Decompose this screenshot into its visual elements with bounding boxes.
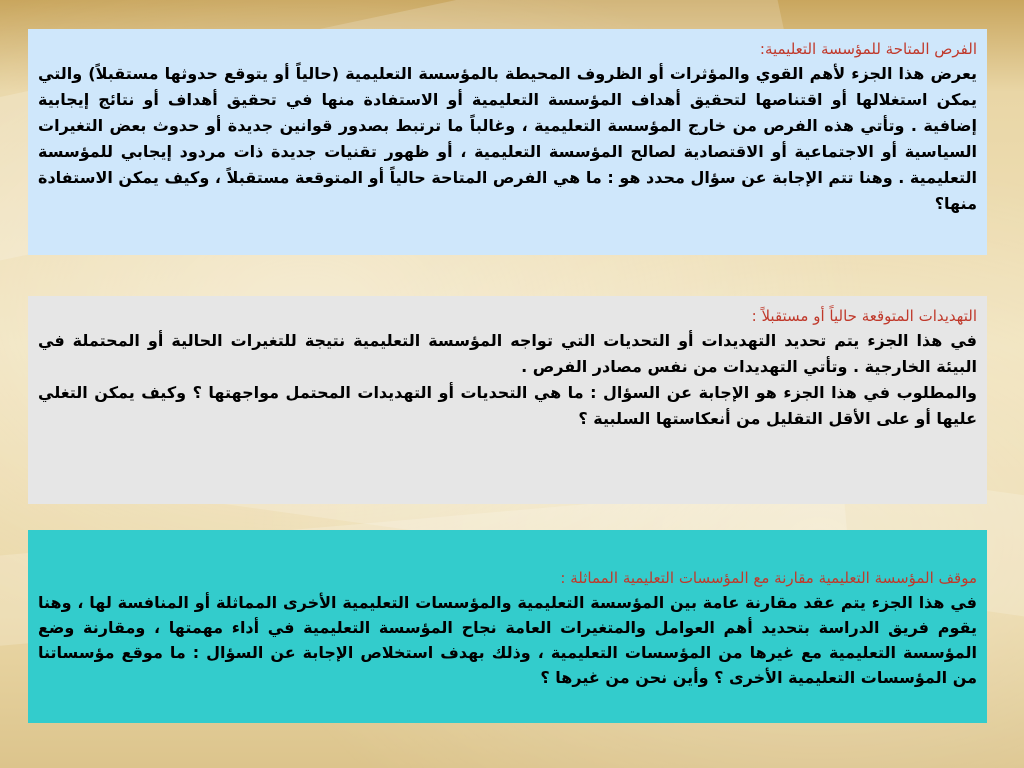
comparison-body: في هذا الجزء يتم عقد مقارنة عامة بين المؤسسة التعليمية والمؤسسات التعليمية الأخرى المماثلة أو المنافسة لها ، وهنا يقوم فريق الدراسة بتحديد أهم العوامل والمتغيرات العامة نجاح المؤسسة التعليمية في أداء مهمتها ، ومقارنة وضع المؤسسة التعليمية مع غيرها من المؤسسات التعليمية ، وذلك بهدف استخلاص الإجابة عن السؤال : ما موقع مؤسساتنا من المؤسسات التعليمية الأخرى ؟ وأين نحن من غيرها ؟ xyxy=(38,593,977,687)
opportunities-body: يعرض هذا الجزء لأهم القوي والمؤثرات أو الظروف المحيطة بالمؤسسة التعليمية (حالياً أو يتوقع حدوثها مستقبلاً) والتي يمكن استغلالها أو اقتناصها لتحقيق أهداف المؤسسة التعليمية أو الاستفادة منها في تحقيق أهداف أو نتائج إيجابية إضافية . وتأتي هذه الفرص من خارج المؤسسة التعليمية ، وغالباً ما ترتبط بصدور قوانين جديدة أو حدوث بعض التغيرات السياسية أو الاجتماعية أو الاقتصادية لصالح المؤسسة التعليمية ، أو ظهور تقنيات جديدة ذات مردود إيجابي للمؤسسة التعليمية . وهنا تتم الإجابة عن سؤال محدد هو : ما هي الفرص المتاحة حالياً أو المتوقعة مستقبلاً ، وكيف يمكن الاستفادة منها؟ xyxy=(38,64,977,213)
comparison-panel xyxy=(28,530,987,723)
threats-panel xyxy=(28,296,987,504)
threats-body-paragraph-1: في هذا الجزء يتم تحديد التهديدات أو التحديات التي تواجه المؤسسة التعليمية نتيجة للتغيرات الحالية أو المحتملة في البيئة الخارجية . وتأتي التهديدات من نفس مصادر الفرص . xyxy=(38,331,977,376)
opportunities-panel xyxy=(28,29,987,255)
threats-title: التهديدات المتوقعة حالياً أو مستقبلاً : xyxy=(751,307,977,325)
comparison-title: موقف المؤسسة التعليمية مقارنة مع المؤسسات التعليمية المماثلة : xyxy=(560,569,977,587)
opportunities-title: الفرص المتاحة للمؤسسة التعليمية: xyxy=(759,40,977,58)
threats-body-paragraph-2: والمطلوب في هذا الجزء هو الإجابة عن السؤال : ما هي التحديات أو التهديدات المحتمل مواجهتها ؟ وكيف يمكن التغلي عليها أو على الأقل التقليل من أنعكاستها السلبية ؟ xyxy=(38,383,977,428)
